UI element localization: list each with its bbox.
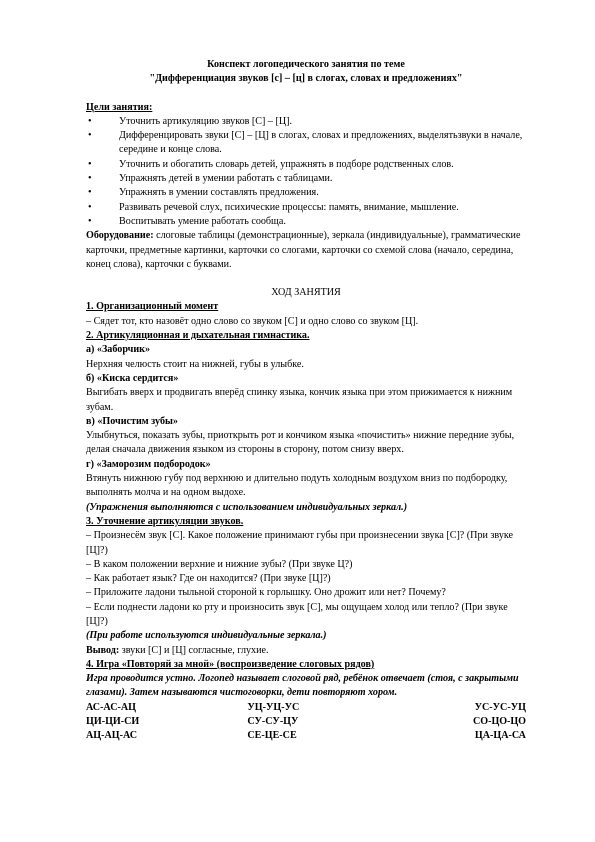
bullet-icon: •: [88, 173, 92, 185]
bullet-icon: •: [88, 130, 92, 142]
bullet-icon: •: [88, 115, 92, 127]
syllable-series: ЦИ-ЦИ-СИ: [86, 716, 140, 728]
bullet-icon: •: [88, 187, 92, 199]
goals-heading: Цели занятия:: [86, 101, 153, 113]
equipment-paragraph: [86, 229, 526, 272]
syllable-series: АЦ-АЦ-АС: [86, 730, 138, 742]
conclusion-paragraph: [86, 644, 526, 658]
title-line-2: "Дифференциация звуков [с] – [ц] в слогах, словах и предложениях": [149, 73, 463, 85]
exercise-c-text: Улыбнуться, показать зубы, приоткрыть рот и кончиком языка «почистить» нижние передние зубы, делая сначала движения языком из стороны в сторону, потом снизу вверх.: [86, 430, 515, 456]
goal-item: • Упражнять детей в умении работать с таблицами.: [86, 172, 526, 186]
exercise-a-text: Нерхняя челюсть стоит на нижней, губы в улыбке.: [86, 358, 304, 370]
syllable-series: УЦ-УЦ-УС: [247, 701, 300, 713]
bullet-icon: •: [88, 215, 92, 227]
syllable-series: СУ-СУ-ЦУ: [247, 716, 299, 728]
section-1-text: – Сядет тот, кто назовёт одно слово со звуком [С] и одно слово со звуком [Ц].: [86, 315, 419, 327]
section-3-question: – В каком положении верхние и нижние зубы? (При звуке Ц?): [86, 558, 353, 570]
title-line-1: Конспект логопедического занятия по теме: [207, 59, 405, 70]
section-3-title: 3. Уточнение артикуляции звуков.: [86, 515, 244, 527]
exercise-b-title: б) «Киска сердится»: [86, 372, 179, 384]
syllable-series: СЕ-ЦЕ-СЕ: [247, 730, 297, 742]
section-3-question: – Если поднести ладони ко рту и произносить звук [С], мы ощущаем холод или тепло? (При звуке [Ц]?): [86, 601, 508, 627]
section-3-question: – Произнесём звук [С]. Какое положение принимают губы при произнесении звука [С]? (При звуке [Ц]?): [86, 530, 514, 556]
goal-item: • Развивать речевой слух, психические процессы: память, внимание, мышление.: [86, 201, 526, 215]
exercise-c-title: в) «Почистим зубы»: [86, 415, 178, 427]
section-2-note: (Упражнения выполняются с использованием индивидуальных зеркал.): [86, 501, 408, 513]
syllable-row: [86, 715, 526, 729]
exercise-a-title: а) «Заборчик»: [86, 344, 151, 356]
document-page: [86, 58, 526, 744]
syllable-row: [86, 701, 526, 715]
goal-item: • Дифференцировать звуки [С] – [Ц] в слогах, словах и предложениях, выделятьзвуки в начале, середине и конце слова.: [88, 130, 523, 156]
section-3-question: – Приложите ладони тыльной стороной к горлышку. Оно дрожит или нет? Почему?: [86, 587, 446, 599]
equipment-label: Оборудование:: [86, 230, 154, 242]
section-4-text: Игра проводится устно. Логопед называет слоговой ряд, ребёнок отвечает (стоя, с закрытыми глазами). Затем называются чистоговорки, дети повторяют хором.: [86, 673, 519, 699]
exercise-d-text: Втянуть нижнюю губу под верхнюю и длительно подуть холодным воздухом вниз по подбородку, выполнять молча и на одном выдохе.: [86, 473, 508, 499]
equipment-text: слоговые таблицы (демонстрационные), зеркала (индивидуальные), грамматические карточки, предметные картинки, карточки со слогами, карточки со схемой слова (начало, середина, конец слова), карточки с буквами.: [86, 230, 521, 270]
section-3-note: (При работе используются индивидуальные зеркала.): [86, 630, 327, 642]
bullet-icon: •: [88, 201, 92, 213]
syllable-row: [86, 729, 526, 743]
syllable-series: ЦА-ЦА-СА: [474, 730, 526, 742]
syllable-series: СО-ЦО-ЦО: [472, 716, 526, 728]
goal-item: • Уточнить артикуляцию звуков [С] – [Ц].: [86, 115, 526, 129]
conclusion-text: звуки [С] и [Ц] согласные, глухие.: [119, 644, 269, 656]
exercise-b-text: Выгибать вверх и продвигать вперёд спинку языка, кончик языка при этом прижимается к нижним зубам.: [86, 387, 513, 413]
lesson-heading: ХОД ЗАНЯТИЯ: [271, 287, 341, 299]
section-2-title: 2. Артикуляционная и дыхательная гимнастика.: [86, 330, 310, 342]
exercise-d-title: г) «Заморозим подбородок»: [86, 458, 211, 470]
goal-item: • Воспитывать умение работать сообща.: [86, 215, 526, 229]
section-3-question: – Как работает язык? Где он находится? (При звуке [Ц]?): [86, 573, 331, 585]
bullet-icon: •: [88, 158, 92, 170]
section-1-title: 1. Организационный момент: [86, 301, 219, 313]
syllable-series: УС-УС-УЦ: [474, 701, 526, 713]
syllable-series: АС-АС-АЦ: [86, 701, 137, 713]
conclusion-label: Вывод:: [86, 644, 120, 656]
goal-item: • Уточнить и обогатить словарь детей, упражнять в подборе родственных слов.: [86, 158, 526, 172]
section-4-title: 4. Игра «Повторяй за мной» (воспроизведение слоговых рядов): [86, 658, 375, 670]
goal-item: • Упражнять в умении составлять предложения.: [86, 186, 526, 200]
